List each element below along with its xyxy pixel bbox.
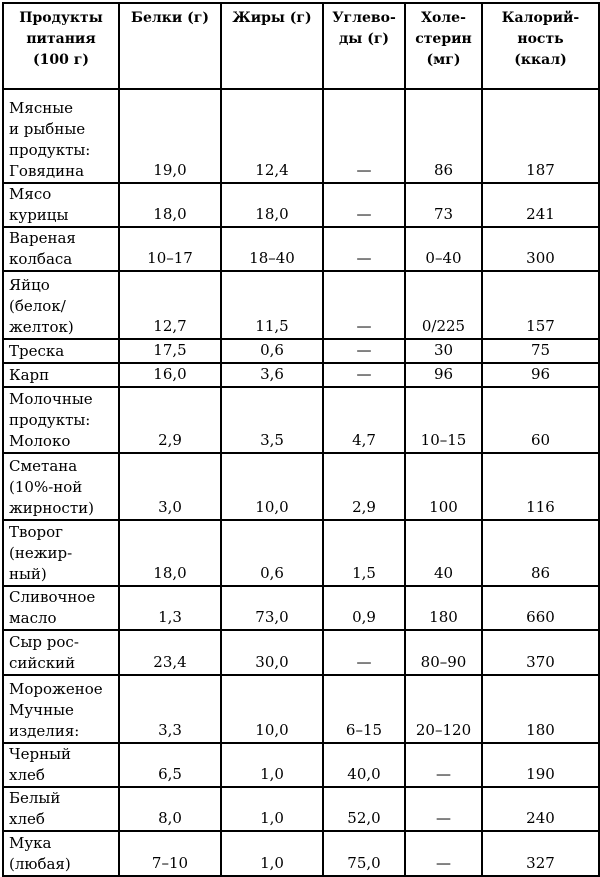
- table-row: [3, 787, 599, 831]
- header-line: Белки (г): [131, 10, 209, 26]
- carbs-cell: 0,9: [323, 586, 405, 630]
- product-name-line: хлеб: [9, 810, 45, 828]
- fat-cell: 1,0: [221, 831, 323, 876]
- table-row: [3, 227, 599, 271]
- table-row: [3, 387, 599, 453]
- product-name-cell: [3, 227, 119, 271]
- header-calories: [482, 3, 599, 89]
- carbs-cell: —: [323, 363, 405, 387]
- product-name-line: Вареная: [9, 229, 76, 247]
- calories-cell: 300: [482, 227, 599, 271]
- product-name-line: Треска: [9, 342, 65, 360]
- calories-cell: 180: [482, 675, 599, 743]
- product-name-line: (белок/: [9, 297, 66, 315]
- table-row: [3, 586, 599, 630]
- cholesterol-cell: 0–40: [405, 227, 482, 271]
- product-name-cell: [3, 787, 119, 831]
- product-name-line: ный): [9, 565, 47, 583]
- table-row: [3, 743, 599, 787]
- cholesterol-cell: —: [405, 743, 482, 787]
- protein-cell: 8,0: [119, 787, 221, 831]
- protein-cell: 2,9: [119, 387, 221, 453]
- product-name-line: жирности): [9, 499, 94, 517]
- header-line: Углево-: [332, 10, 396, 26]
- product-name-line: курицы: [9, 206, 69, 224]
- product-name-line: (нежир-: [9, 544, 73, 562]
- product-name-line: Сметана: [9, 457, 78, 475]
- calories-cell: 327: [482, 831, 599, 876]
- protein-cell: 17,5: [119, 339, 221, 363]
- carbs-cell: 4,7: [323, 387, 405, 453]
- table-row: [3, 520, 599, 586]
- header-line: ность: [517, 31, 564, 47]
- carbs-cell: —: [323, 339, 405, 363]
- product-name-line: Молочные: [9, 390, 93, 408]
- header-cholesterol: [405, 3, 482, 89]
- product-name-cell: [3, 743, 119, 787]
- table-row: [3, 271, 599, 339]
- product-name-cell: [3, 520, 119, 586]
- carbs-cell: 1,5: [323, 520, 405, 586]
- fat-cell: 10,0: [221, 675, 323, 743]
- product-name-line: и рыбные: [9, 120, 86, 138]
- header-line: (ккал): [514, 52, 567, 68]
- calories-cell: 96: [482, 363, 599, 387]
- calories-cell: 190: [482, 743, 599, 787]
- cholesterol-cell: —: [405, 787, 482, 831]
- product-name-line: масло: [9, 609, 57, 627]
- product-name-line: продукты:: [9, 141, 91, 159]
- table-row: [3, 831, 599, 876]
- product-name-cell: [3, 271, 119, 339]
- carbs-cell: —: [323, 183, 405, 227]
- fat-cell: 1,0: [221, 743, 323, 787]
- fat-cell: 1,0: [221, 787, 323, 831]
- product-name-line: (10%-ной: [9, 478, 83, 496]
- table-row: [3, 675, 599, 743]
- table-row: [3, 183, 599, 227]
- product-name-cell: [3, 453, 119, 520]
- header-line: питания: [26, 31, 96, 47]
- header-line: (мг): [426, 52, 461, 68]
- protein-cell: 23,4: [119, 630, 221, 675]
- header-line: ды (г): [338, 31, 390, 47]
- fat-cell: 0,6: [221, 520, 323, 586]
- cholesterol-cell: 73: [405, 183, 482, 227]
- product-name-cell: [3, 675, 119, 743]
- protein-cell: 6,5: [119, 743, 221, 787]
- nutrition-table: [2, 2, 600, 877]
- carbs-cell: 2,9: [323, 453, 405, 520]
- product-name-line: Черный: [9, 745, 72, 763]
- header-line: стерин: [415, 31, 472, 47]
- product-name-cell: [3, 183, 119, 227]
- product-name-line: изделия:: [9, 722, 80, 740]
- fat-cell: 30,0: [221, 630, 323, 675]
- cholesterol-cell: 0/225: [405, 271, 482, 339]
- product-name-line: Карп: [9, 366, 50, 384]
- calories-cell: 116: [482, 453, 599, 520]
- product-name-line: Мучные: [9, 701, 74, 719]
- product-name-line: желток): [9, 318, 74, 336]
- fat-cell: 10,0: [221, 453, 323, 520]
- header-line: Продукты: [19, 10, 103, 26]
- product-name-line: колбаса: [9, 250, 73, 268]
- product-name-line: Мука: [9, 834, 52, 852]
- table-row: [3, 630, 599, 675]
- header-line: Холе-: [421, 10, 466, 26]
- product-name-cell: [3, 630, 119, 675]
- fat-cell: 73,0: [221, 586, 323, 630]
- carbs-cell: 6–15: [323, 675, 405, 743]
- cholesterol-cell: —: [405, 831, 482, 876]
- protein-cell: 19,0: [119, 89, 221, 183]
- protein-cell: 18,0: [119, 183, 221, 227]
- carbs-cell: 52,0: [323, 787, 405, 831]
- protein-cell: 16,0: [119, 363, 221, 387]
- fat-cell: 18,0: [221, 183, 323, 227]
- protein-cell: 3,3: [119, 675, 221, 743]
- product-name-cell: [3, 831, 119, 876]
- fat-cell: 3,6: [221, 363, 323, 387]
- protein-cell: 3,0: [119, 453, 221, 520]
- product-name-line: Белый: [9, 789, 61, 807]
- protein-cell: 7–10: [119, 831, 221, 876]
- carbs-cell: —: [323, 89, 405, 183]
- cholesterol-cell: 180: [405, 586, 482, 630]
- cholesterol-cell: 10–15: [405, 387, 482, 453]
- cholesterol-cell: 40: [405, 520, 482, 586]
- header-product: [3, 3, 119, 89]
- protein-cell: 10–17: [119, 227, 221, 271]
- product-name-line: продукты:: [9, 411, 91, 429]
- product-name-line: Сливочное: [9, 588, 96, 606]
- calories-cell: 86: [482, 520, 599, 586]
- header-line: Калорий-: [501, 10, 580, 26]
- calories-cell: 370: [482, 630, 599, 675]
- cholesterol-cell: 96: [405, 363, 482, 387]
- product-name-line: сийский: [9, 654, 76, 672]
- product-name-line: Молоко: [9, 432, 71, 450]
- table-row: [3, 453, 599, 520]
- carbs-cell: 75,0: [323, 831, 405, 876]
- product-name-line: Мясо: [9, 185, 52, 203]
- carbs-cell: 40,0: [323, 743, 405, 787]
- table-row: [3, 339, 599, 363]
- header-line: Жиры (г): [232, 10, 312, 26]
- cholesterol-cell: 20–120: [405, 675, 482, 743]
- protein-cell: 1,3: [119, 586, 221, 630]
- product-name-cell: [3, 387, 119, 453]
- calories-cell: 60: [482, 387, 599, 453]
- product-name-line: Мороженое: [9, 680, 103, 698]
- carbs-cell: —: [323, 630, 405, 675]
- cholesterol-cell: 100: [405, 453, 482, 520]
- header-row: [3, 3, 599, 89]
- cholesterol-cell: 80–90: [405, 630, 482, 675]
- calories-cell: 660: [482, 586, 599, 630]
- fat-cell: 0,6: [221, 339, 323, 363]
- header-carbs: [323, 3, 405, 89]
- cholesterol-cell: 86: [405, 89, 482, 183]
- product-name-line: хлеб: [9, 766, 45, 784]
- fat-cell: 3,5: [221, 387, 323, 453]
- table-row: [3, 89, 599, 183]
- fat-cell: 18–40: [221, 227, 323, 271]
- product-name-cell: [3, 363, 119, 387]
- table-body: [3, 89, 599, 876]
- product-name-cell: [3, 339, 119, 363]
- calories-cell: 157: [482, 271, 599, 339]
- product-name-line: Говядина: [9, 162, 85, 180]
- product-name-line: Творог: [9, 523, 63, 541]
- protein-cell: 18,0: [119, 520, 221, 586]
- product-name-line: Сыр рос-: [9, 633, 79, 651]
- calories-cell: 187: [482, 89, 599, 183]
- product-name-cell: [3, 586, 119, 630]
- calories-cell: 240: [482, 787, 599, 831]
- product-name-line: (любая): [9, 855, 71, 873]
- protein-cell: 12,7: [119, 271, 221, 339]
- product-name-line: Яйцо: [9, 276, 50, 294]
- fat-cell: 11,5: [221, 271, 323, 339]
- calories-cell: 241: [482, 183, 599, 227]
- header-protein: [119, 3, 221, 89]
- carbs-cell: —: [323, 271, 405, 339]
- header-fat: [221, 3, 323, 89]
- calories-cell: 75: [482, 339, 599, 363]
- product-name-line: Мясные: [9, 99, 74, 117]
- fat-cell: 12,4: [221, 89, 323, 183]
- table-row: [3, 363, 599, 387]
- header-line: (100 г): [33, 52, 89, 68]
- product-name-cell: [3, 89, 119, 183]
- cholesterol-cell: 30: [405, 339, 482, 363]
- carbs-cell: —: [323, 227, 405, 271]
